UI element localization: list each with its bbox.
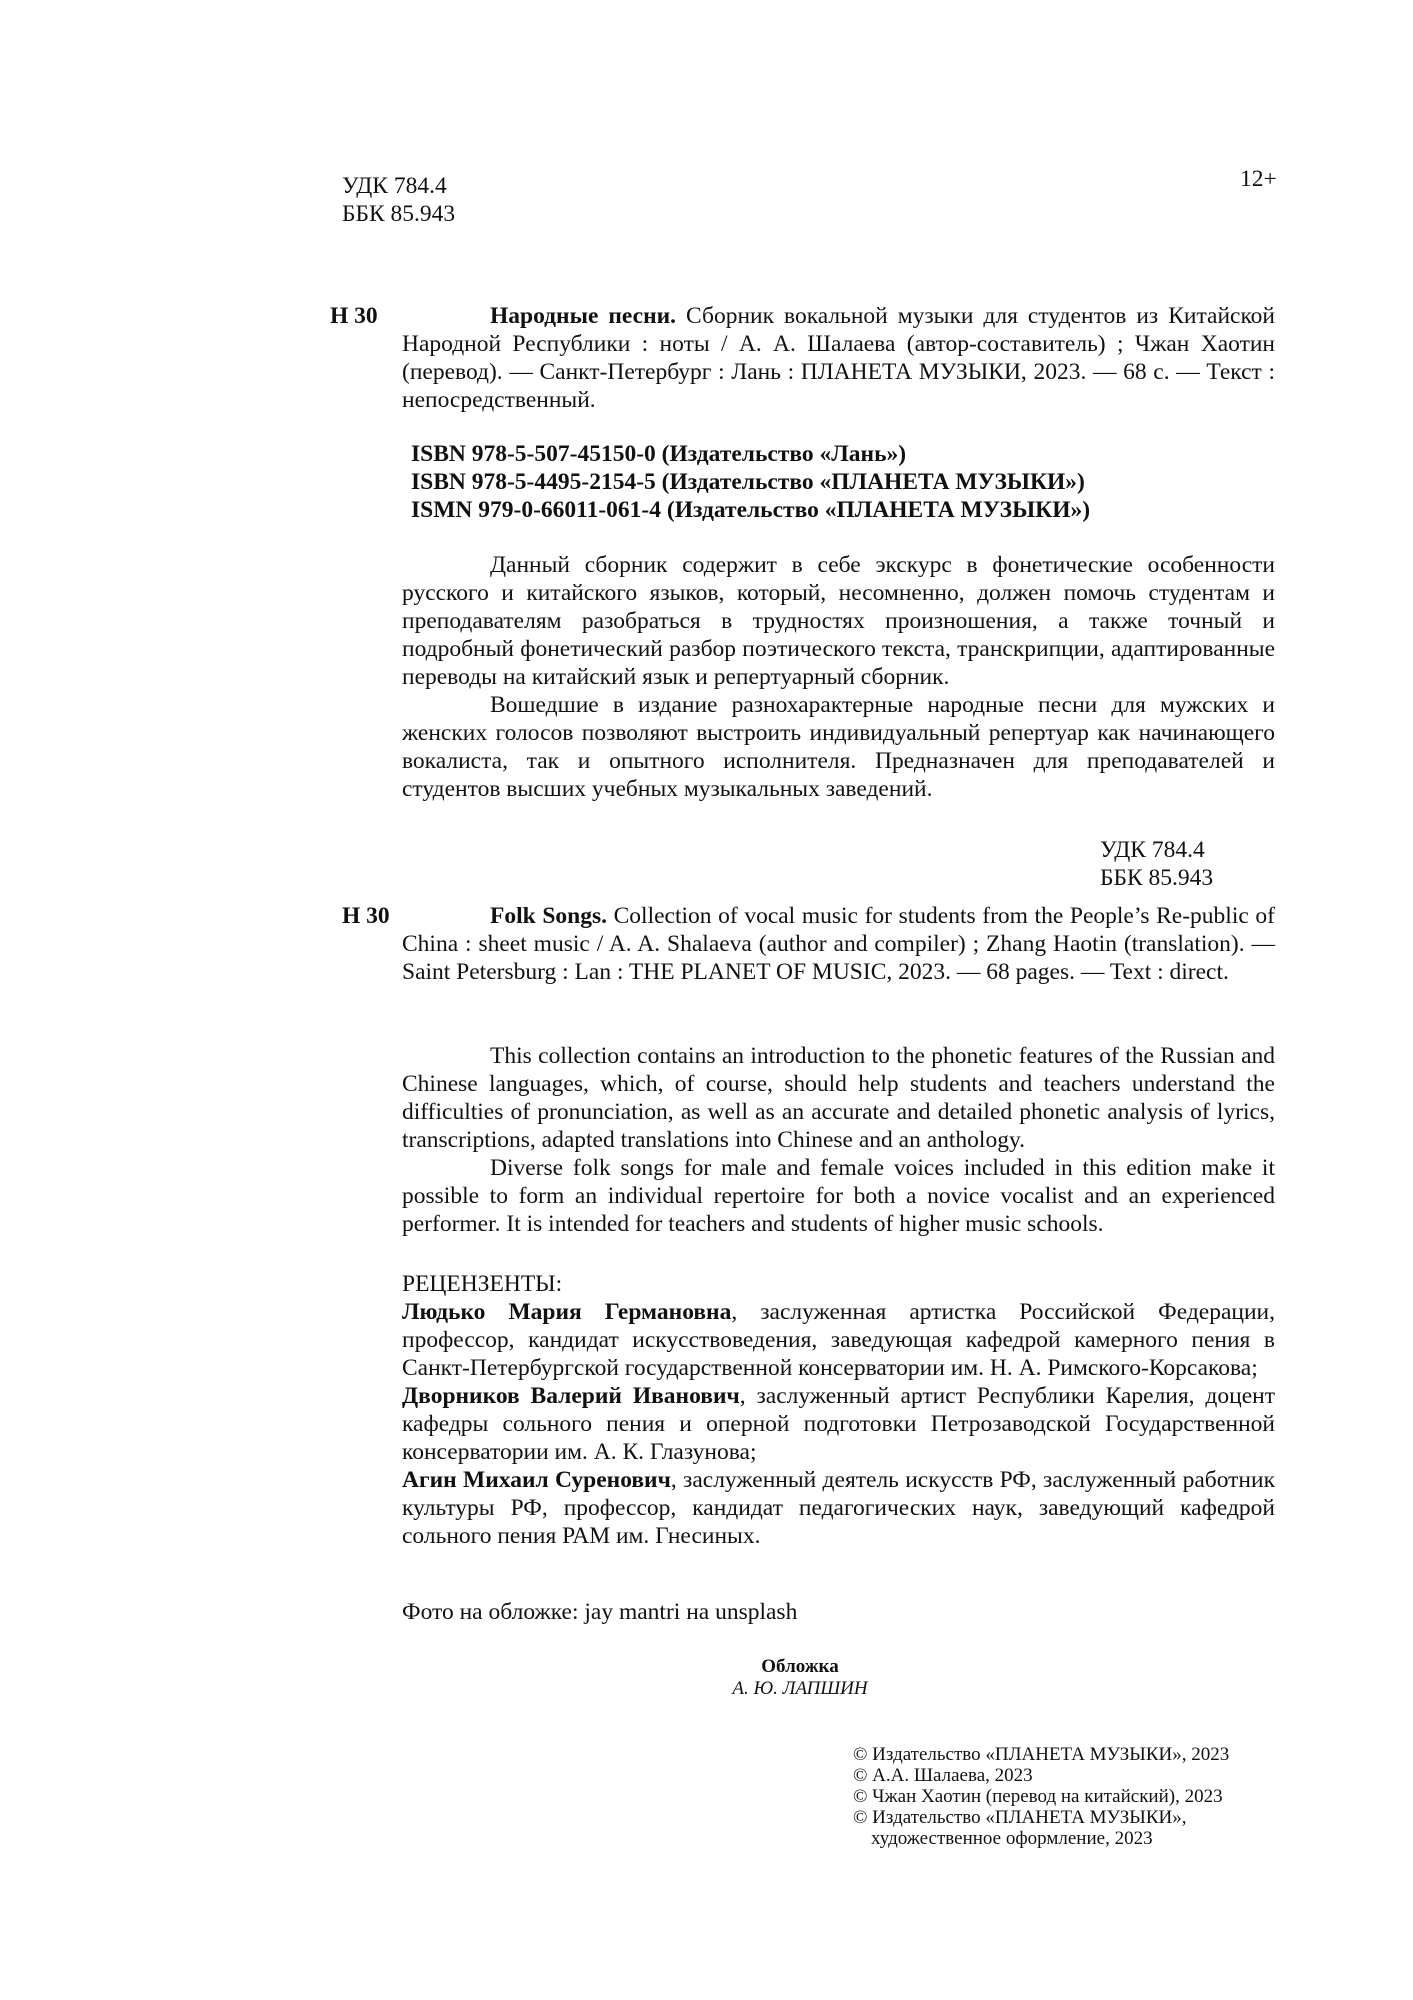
reviewer-1-desc: , заслуженная артистка Российской Федерации, профессор, кандидат искусствоведения, заведующая кафедрой камерного пения в Санкт-Петербургской государственной консерватории им. Н. А. Римского-Корсакова; <box>402 1299 1276 1381</box>
en-record-code: Н 30 <box>342 903 390 929</box>
ru-record <box>402 302 1275 414</box>
reviewer-2 <box>402 1382 1275 1466</box>
en-udk: УДК 784.4 <box>1100 837 1205 863</box>
copyright-line-4: © Издательство «ПЛАНЕТА МУЗЫКИ», <box>853 1807 1187 1828</box>
cover-artist: А. Ю. ЛАПШИН <box>732 1678 868 1699</box>
en-bbk: ББК 85.943 <box>1100 865 1214 891</box>
isbn-lan: ISBN 978-5-507-45150-0 (Издательство «Лань») <box>411 441 907 467</box>
age-rating: 12+ <box>1240 166 1277 192</box>
reviewer-3-name: Агин Михаил Суренович <box>402 1467 671 1493</box>
ru-abstract-paragraph-1: Данный сборник содержит в себе экскурс в фонетические особенности русского и китайского языков, который, несомненно, должен помочь студентам и преподавателям разобраться в трудностях произношения, а также точный и подробный фонетический разбор поэтического текста, транскрипции, адаптированные переводы на китайский язык и репертуарный сборник. <box>402 552 1275 690</box>
reviewer-1 <box>402 1298 1275 1382</box>
en-record <box>402 902 1275 986</box>
ru-abstract <box>402 551 1275 803</box>
cover-credit <box>640 1656 960 1700</box>
reviewer-1-name: Людько Мария Германовна <box>402 1299 732 1325</box>
reviewer-2-desc: , заслуженный артист Республики Карелия, доцент кафедры сольного пения и оперной подготовки Петрозаводской Государственной консерватории им. А. К. Глазунова; <box>402 1383 1275 1465</box>
isbn-planeta: ISBN 978-5-4495-2154-5 (Издательство «ПЛАНЕТА МУЗЫКИ») <box>411 469 1085 495</box>
en-record-desc: Collection of vocal music for students from the People’s Re-public of China : sheet music / A. A. Shalaeva (author and compiler) ; Zhang Haotin (translation). — Saint Petersburg : Lan : THE PLANET OF MUSIC, 2023. — 68 pages. — Text : direct. <box>402 903 1275 985</box>
photo-credit: Фото на обложке: jay mantri на unsplash <box>402 1599 798 1625</box>
en-classification <box>1100 836 1213 892</box>
copyright-line-3: © Чжан Хаотин (перевод на китайский), 2023 <box>853 1786 1223 1807</box>
ru-record-title: Народные песни. <box>490 303 677 329</box>
ru-record-code: Н 30 <box>330 303 378 329</box>
reviewer-3 <box>402 1466 1275 1550</box>
en-abstract-paragraph-2: Diverse folk songs for male and female voices included in this edition make it possible to form an individual repertoire for both a novice vocalist and an experienced performer. It is intended for teachers and students of higher music schools. <box>402 1155 1275 1237</box>
header-bbk: ББК 85.943 <box>342 201 456 227</box>
copyright-line-1: © Издательство «ПЛАНЕТА МУЗЫКИ», 2023 <box>853 1744 1230 1765</box>
ismn-planeta: ISMN 979-0-66011-061-4 (Издательство «ПЛАНЕТА МУЗЫКИ») <box>411 497 1091 523</box>
reviewer-2-name: Дворников Валерий Иванович <box>402 1383 740 1409</box>
reviewers-heading: РЕЦЕНЗЕНТЫ: <box>402 1271 563 1297</box>
identifiers-block <box>411 440 1090 524</box>
cover-label: Обложка <box>761 1656 839 1677</box>
en-record-title: Folk Songs. <box>490 903 607 929</box>
ru-record-desc: Сборник вокальной музыки для студентов из Китайской Народной Республики : ноты / А. А. Шалаева (автор-составитель) ; Чжан Хаотин (перевод). — Санкт-Петербург : Лань : ПЛАНЕТА МУЗЫКИ, 2023. — 68 с. — Текст : непосредственный. <box>402 303 1275 413</box>
copyright-line-5: художественное оформление, 2023 <box>871 1828 1153 1849</box>
reviewer-3-desc: , заслуженный деятель искусств РФ, заслуженный работник культуры РФ, профессор, кандидат педагогических наук, заведующий кафедрой сольного пения РАМ им. Гнесиных. <box>402 1467 1275 1549</box>
en-abstract <box>402 1042 1275 1238</box>
reviewers-section <box>402 1270 1275 1550</box>
copyright-block <box>853 1744 1229 1849</box>
en-abstract-paragraph-1: This collection contains an introduction to the phonetic features of the Russian and Chinese languages, which, of course, should help students and teachers understand the difficulties of pronunciation, as well as an accurate and detailed phonetic analysis of lyrics, transcriptions, adapted translations into Chinese and an anthology. <box>402 1043 1275 1153</box>
ru-abstract-paragraph-2: Вошедшие в издание разнохарактерные народные песни для мужских и женских голосов позволяют выстроить индивидуальный репертуар как начинающего вокалиста, так и опытного исполнителя. Предназначен для преподавателей и студентов высших учебных музыкальных заведений. <box>402 692 1275 802</box>
header-classification <box>342 172 455 228</box>
header-udk: УДК 784.4 <box>342 173 447 199</box>
copyright-line-2: © А.А. Шалаева, 2023 <box>853 1765 1033 1786</box>
